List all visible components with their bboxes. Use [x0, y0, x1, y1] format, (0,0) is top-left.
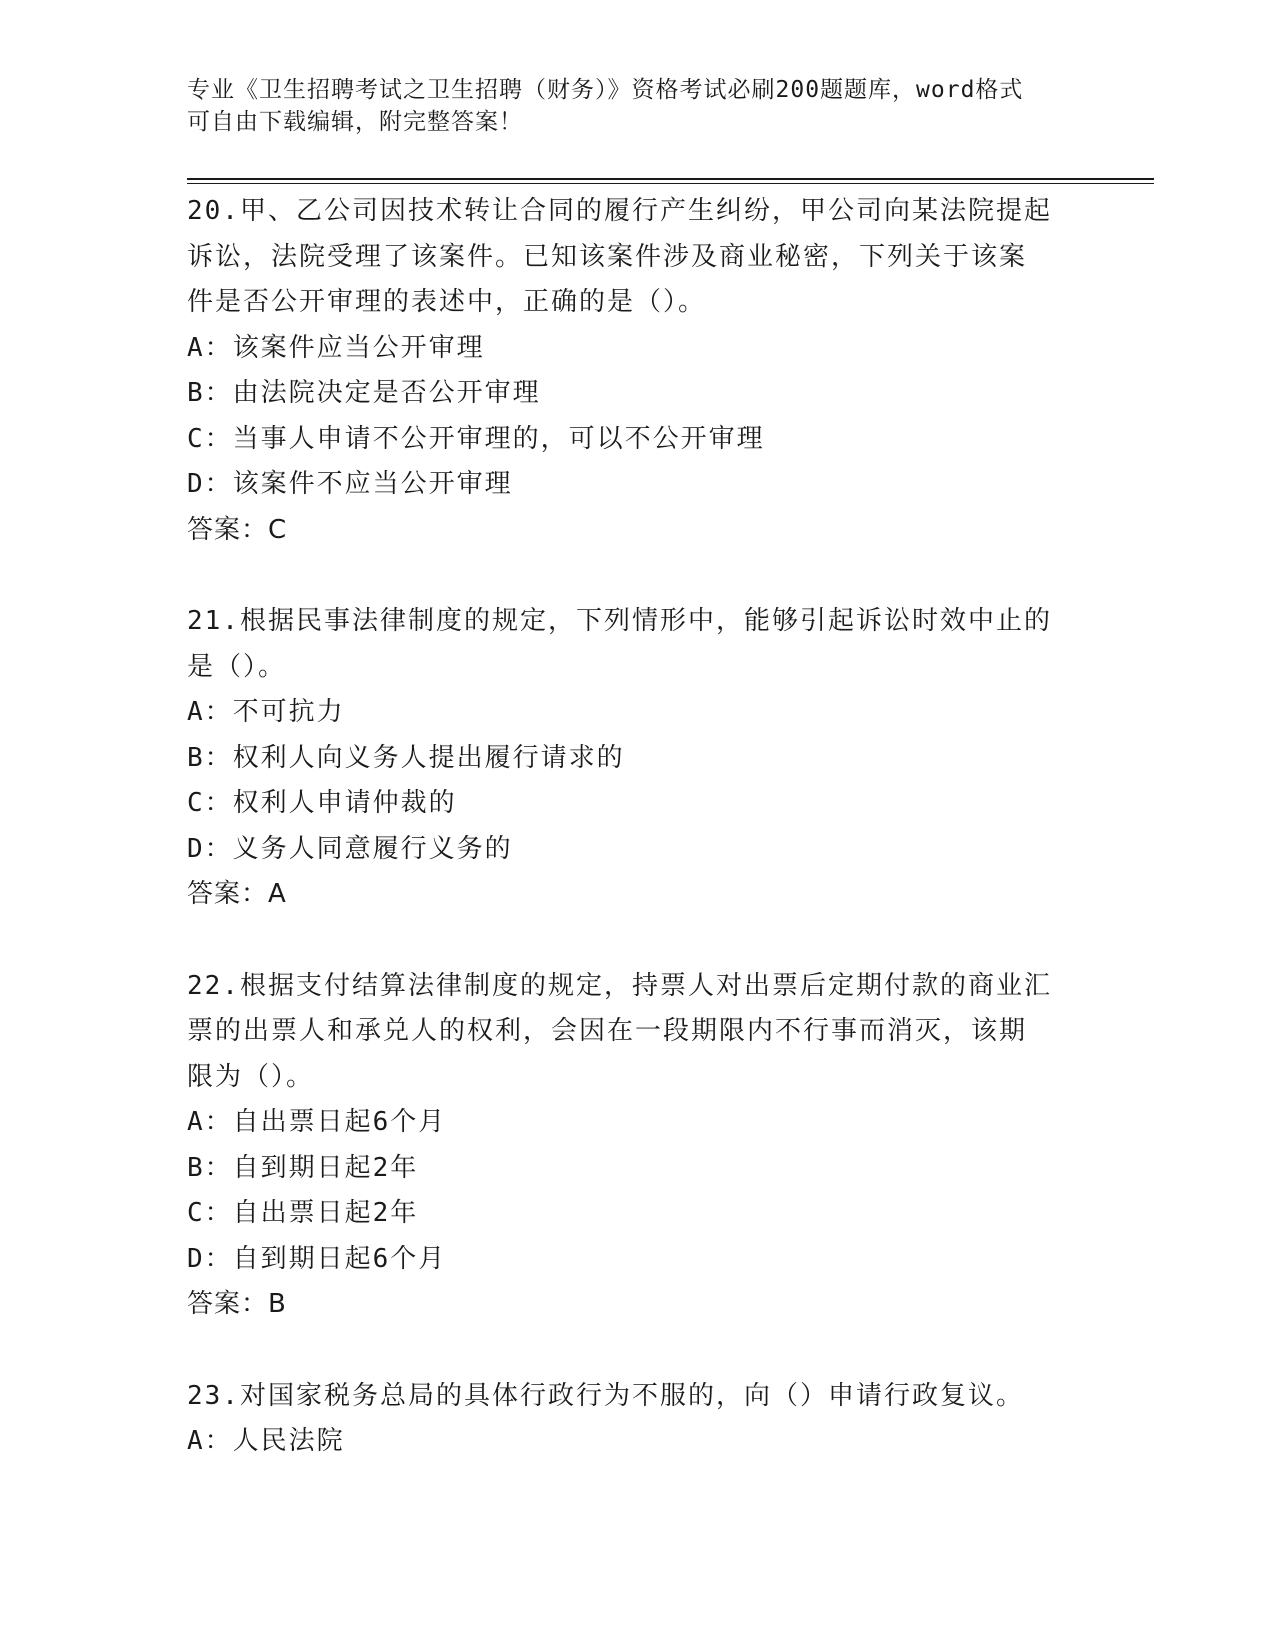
question-stem-line: 限为（）。 — [187, 1061, 315, 1092]
option-a: A：自出票日起6个月 — [187, 1107, 447, 1137]
header-divider-thick — [187, 178, 1154, 180]
option-a: A：该案件应当公开审理 — [187, 332, 485, 363]
question-stem-line: 件是否公开审理的表述中，正确的是（）。 — [187, 287, 707, 317]
option-c: C：自出票日起2年 — [187, 1198, 419, 1228]
question-21 — [187, 599, 1087, 918]
option-b: B：自到期日起2年 — [187, 1152, 419, 1183]
answer-key: 答案：B — [187, 1289, 287, 1319]
document-header — [187, 74, 1087, 138]
option-c: C：当事人申请不公开审理的，可以不公开审理 — [187, 423, 765, 454]
question-20 — [187, 189, 1087, 553]
option-b: B：权利人向义务人提出履行请求的 — [187, 742, 625, 773]
question-list — [187, 189, 1087, 1511]
question-stem-line: 票的出票人和承兑人的权利，会因在一段期限内不行事而消灭，该期 — [187, 1016, 1028, 1046]
question-stem-line: 20.甲、乙公司因技术转让合同的履行产生纠纷，甲公司向某法院提起 — [187, 196, 1052, 226]
question-22 — [187, 964, 1087, 1328]
question-stem-line: 21.根据民事法律制度的规定，下列情形中，能够引起诉讼时效中止的 — [187, 606, 1052, 636]
question-stem-line: 22.根据支付结算法律制度的规定，持票人对出票后定期付款的商业汇 — [187, 970, 1052, 1001]
header-title-line-1: 专业《卫生招聘考试之卫生招聘（财务）》资格考试必刷200题题库，word格式 — [187, 77, 1024, 103]
question-stem-line: 是（）。 — [187, 651, 287, 682]
option-a: A：人民法院 — [187, 1426, 345, 1456]
option-d: D：自到期日起6个月 — [187, 1243, 447, 1274]
question-23 — [187, 1374, 1087, 1465]
option-c: C：权利人申请仲裁的 — [187, 788, 457, 818]
question-stem-line: 23.对国家税务总局的具体行政行为不服的，向（）申请行政复议。 — [187, 1380, 1024, 1411]
option-a: A：不可抗力 — [187, 697, 345, 727]
option-d: D：义务人同意履行义务的 — [187, 833, 513, 864]
header-divider-thin — [187, 183, 1154, 184]
option-b: B：由法院决定是否公开审理 — [187, 378, 541, 408]
answer-key: 答案：C — [187, 514, 288, 545]
question-stem-line: 诉讼，法院受理了该案件。已知该案件涉及商业秘密，下列关于该案 — [187, 241, 1028, 272]
answer-key: 答案：A — [187, 879, 287, 909]
header-title-line-2: 可自由下载编辑，附完整答案！ — [187, 109, 523, 135]
option-d: D：该案件不应当公开审理 — [187, 469, 513, 499]
